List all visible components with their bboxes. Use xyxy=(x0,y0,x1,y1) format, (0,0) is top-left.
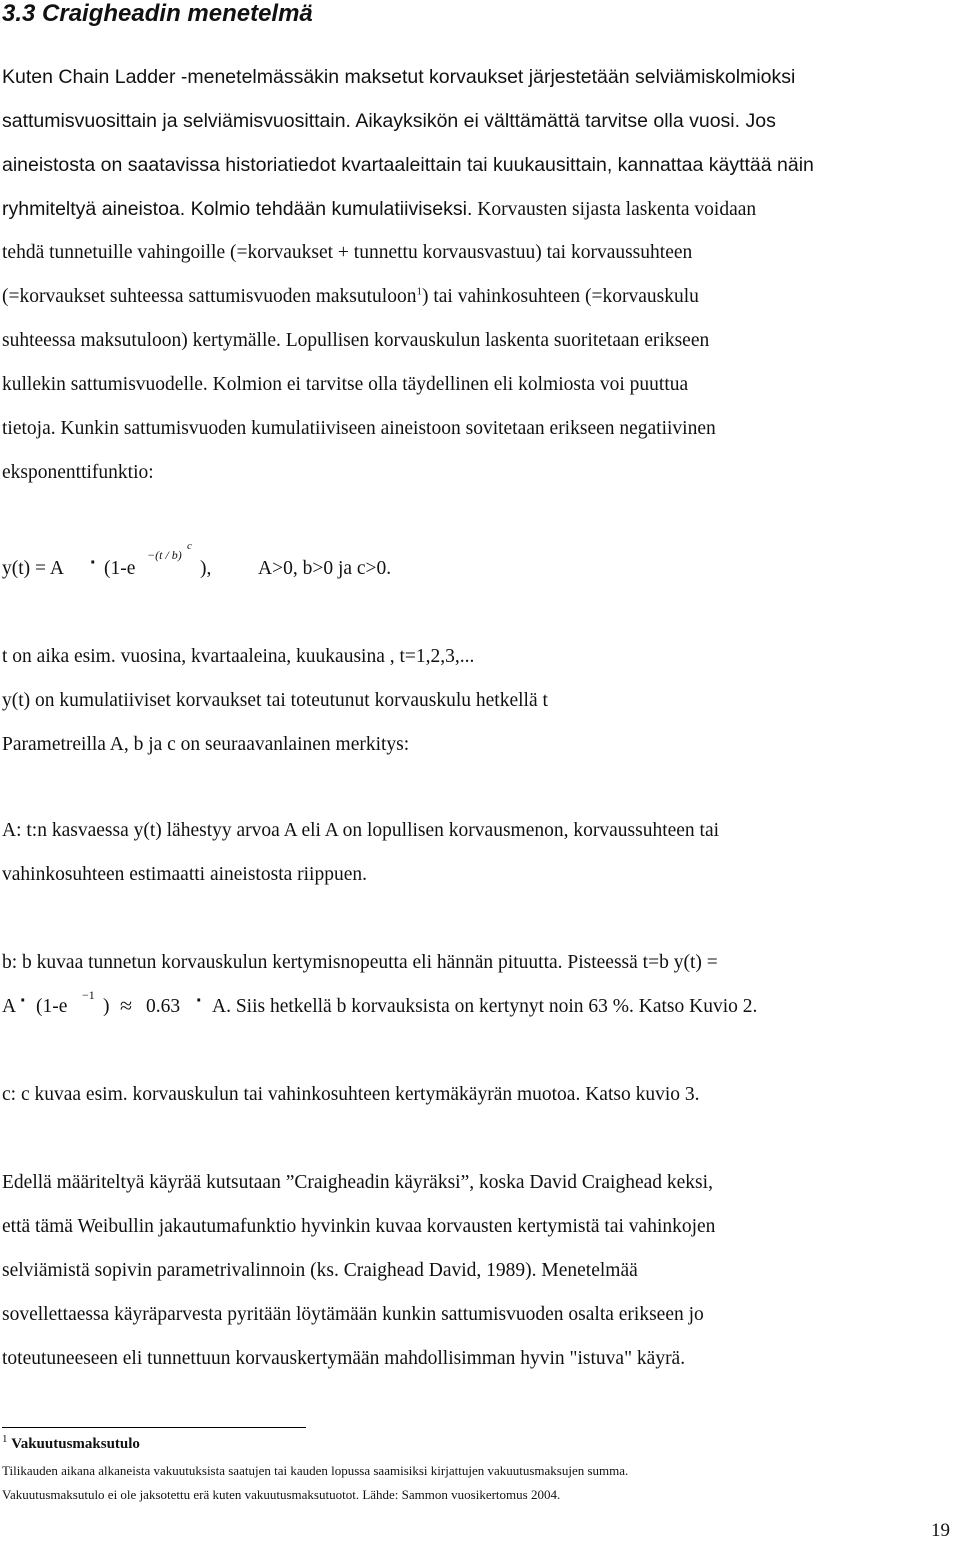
page-number: 19 xyxy=(931,1520,950,1541)
param-b-line1: b: b kuvaa tunnetun korvauskulun kertymisnopeutta eli hännän pituutta. Pisteessä t=b y(t) = xyxy=(2,952,718,973)
formula-exponent-power: c xyxy=(187,540,192,552)
footnote-heading xyxy=(2,1433,140,1453)
paragraph1-line8: kullekin sattumisvuodelle. Kolmion ei tarvitse olla täydellinen eli kolmiosta voi puuttua xyxy=(2,374,689,395)
paragraph1-line3: aineistosta on saatavissa historiatiedot kvartaaleittain tai kuukausittain, kannattaa käyttää näin xyxy=(2,154,814,176)
param-a-line1: A: t:n kasvaessa y(t) lähestyy arvoa A eli A on lopullisen korvausmenon, korvaussuhteen tai xyxy=(2,820,720,841)
paragraph1-line2: sattumisvuosittain ja selviämisvuosittain. Aikayksikön ei välttämättä tarvitse olla vuosi. Jos xyxy=(2,110,776,132)
footnote-line1: Tilikauden aikana alkaneista vakuutuksista saatujen tai kauden lopussa saamisiksi kirjattujen vakuutusmaksujen summa. xyxy=(2,1463,629,1478)
footnote-divider xyxy=(2,1427,306,1428)
paragraph1-line7: suhteessa maksutuloon) kertymälle. Lopullisen korvauskulun laskenta suoritetaan erikseen xyxy=(2,330,710,351)
paragraph1-line4 xyxy=(2,198,756,221)
formula-condition: A>0, b>0 ja c>0. xyxy=(258,558,392,579)
paragraph2-line1: Edellä määriteltyä käyrää kutsutaan ”Craigheadin käyräksi”, koska David Craighead keksi, xyxy=(2,1172,713,1193)
formula-lhs: y(t) = A xyxy=(2,558,64,579)
definition-t: t on aika esim. vuosina, kvartaaleina, kuukausina , t=1,2,3,... xyxy=(2,646,475,667)
paragraph2-line3: selviämistä sopivin parametrivalinnoin (ks. Craighead David, 1989). Menetelmää xyxy=(2,1260,638,1281)
param-a-line2: vahinkosuhteen estimaatti aineistosta riippuen. xyxy=(2,864,367,885)
paragraph1-line1: Kuten Chain Ladder -menetelmässäkin maksetut korvaukset järjestetään selviämiskolmioksi xyxy=(2,66,796,88)
param-b-line2-a: A xyxy=(2,996,17,1017)
paragraph1-line10: eksponenttifunktio: xyxy=(2,462,154,483)
param-b-line2-b: (1-e xyxy=(36,996,68,1017)
formula-paren-close: ), xyxy=(200,558,212,579)
paragraph1-line5: tehdä tunnetuille vahingoille (=korvaukset + tunnettu korvausvastuu) tai korvaussuhteen xyxy=(2,242,693,263)
paragraph1-line6-a: (=korvaukset suhteessa sattumisvuoden maksutuloon xyxy=(2,286,417,307)
paragraph2-line5: toteutuneeseen eli tunnettuun korvauskertymään mahdollisimman hyvin "istuva" käyrä. xyxy=(2,1348,686,1369)
multiplication-dot-icon: · xyxy=(196,990,203,1012)
param-b-line2-exp: −1 xyxy=(82,988,95,1002)
section-heading: 3.3 Craigheadin menetelmä xyxy=(2,0,313,27)
param-c-line1: c: c kuvaa esim. korvauskulun tai vahinkosuhteen kertymäkäyrän muotoa. Katso kuvio 3. xyxy=(2,1084,700,1105)
multiplication-dot-icon: · xyxy=(90,552,97,574)
paragraph1-line6-b: ) tai vahinkosuhteen (=korvauskulu xyxy=(421,286,699,307)
paragraph2-line2: että tämä Weibullin jakautumafunktio hyvinkin kuvaa korvausten kertymistä tai vahinkojen xyxy=(2,1216,716,1237)
param-b-line2-d: 0.63 xyxy=(146,996,181,1017)
paragraph1-line6 xyxy=(2,286,699,308)
formula-exponent: −(t / b) xyxy=(147,548,182,562)
param-b-line2-e: A. Siis hetkellä b korvauksista on kertynyt noin 63 %. Katso Kuvio 2. xyxy=(212,996,758,1017)
definition-y: y(t) on kumulatiiviset korvaukset tai toteutunut korvauskulu hetkellä t xyxy=(2,690,548,711)
paragraph1-line9: tietoja. Kunkin sattumisvuoden kumulatiiviseen aineistoon sovitetaan erikseen negatiivinen xyxy=(2,418,716,439)
footnote-line2: Vakuutusmaksutulo ei ole jaksotettu erä kuten vakuutusmaksutuotot. Lähde: Sammon vuosikertomus 2004. xyxy=(2,1487,561,1502)
param-b-line2-c: ) xyxy=(103,996,110,1017)
footnote-marker: 1 xyxy=(2,1433,8,1445)
approx-icon: ≈ xyxy=(120,993,133,1018)
definition-parameters: Parametreilla A, b ja c on seuraavanlainen merkitys: xyxy=(2,734,410,755)
paragraph2-line4: sovellettaessa käyräparvesta pyritään löytämään kunkin sattumisvuoden osalta erikseen jo xyxy=(2,1304,704,1325)
multiplication-dot-icon: · xyxy=(20,990,27,1012)
footnote-ref: 1 xyxy=(416,285,422,298)
formula-paren-open: (1-e xyxy=(104,558,136,579)
footnote-title: Vakuutusmaksutulo xyxy=(11,1436,140,1452)
paragraph1-line4-serif: Korvausten sijasta laskenta voidaan xyxy=(472,199,757,220)
paragraph1-line4-sans: ryhmiteltyä aineistoa. Kolmio tehdään kumulatiiviseksi. xyxy=(2,198,473,220)
